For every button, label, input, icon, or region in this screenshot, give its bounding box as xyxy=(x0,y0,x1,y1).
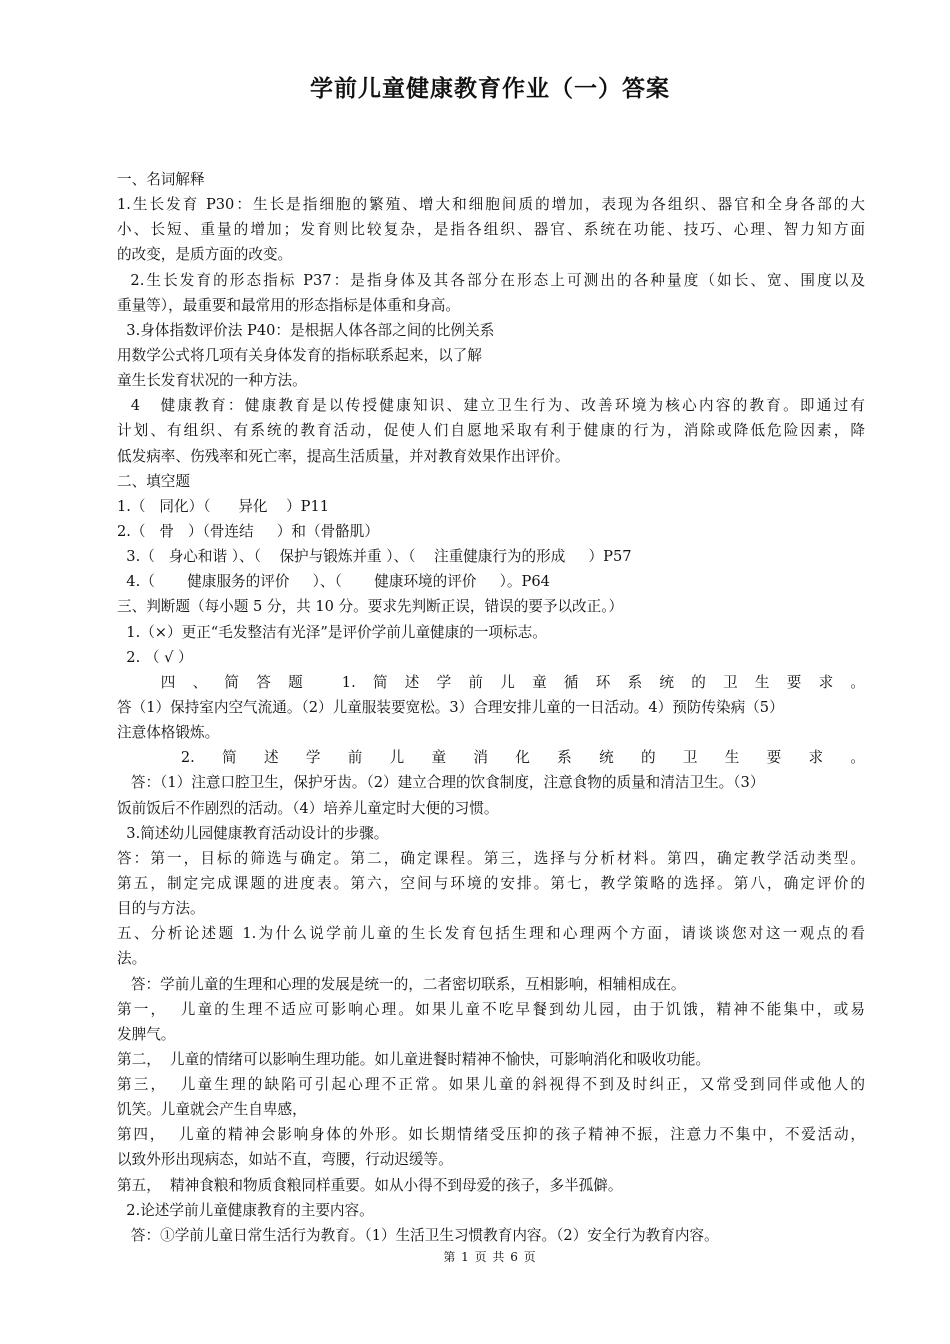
text-line: 的改变，是质方面的改变。 xyxy=(117,246,293,264)
text-line: 1.生长发育 P30：生长是指细胞的繁殖、增大和细胞间质的增加，表现为各组织、器官和全身各部的大 xyxy=(117,196,865,214)
text-line: 2.论述学前儿童健康教育的主要内容。 xyxy=(117,1201,374,1219)
text-line: 以致外形出现病态，如站不直，弯腰，行动迟缓等。 xyxy=(117,1151,453,1169)
text-line: 3.简述幼儿园健康教育活动设计的步骤。 xyxy=(117,824,389,842)
text-line: 第三， 儿童生理的缺陷可引起心理不正常。如果儿童的斜视得不到及时纠正，又常受到同伴或他人的 xyxy=(117,1076,865,1094)
text-line: 小、长短、重量的增加；发育则比较复杂，是指各组织、器官、系统在功能、技巧、心理、智力知方面 xyxy=(117,221,865,239)
text-line: 一、名词解释 xyxy=(117,171,205,188)
text-line: 第五，制定完成课题的进度表。第六，空间与环境的安排。第七，教学策略的选择。第八，确定评价的 xyxy=(117,874,865,892)
text-line: 四、简答题 1.简述学前儿童循环系统的卫生要求。 xyxy=(117,673,865,691)
text-line: 答（1）保持室内空气流通。（2）儿童服装要宽松。3）合理安排儿童的一日活动。4）预防传染病（5） xyxy=(117,698,784,716)
text-line: 五、分析论述题 1.为什么说学前儿童的生长发育包括生理和心理两个方面，请谈谈您对这一观点的看 xyxy=(117,925,865,943)
text-line: 低发病率、伤残率和死亡率，提高生活质量，并对教育效果作出评价。 xyxy=(117,447,570,465)
text-line: 3.身体指数评价法 P40：是根据人体各部之间的比例关系 xyxy=(117,321,495,339)
text-line: 答：（1）注意口腔卫生，保护牙齿。（2）建立合理的饮食制度，注意食物的质量和清洁卫生。（3） xyxy=(117,774,765,792)
document-body xyxy=(117,167,865,1248)
text-line: 目的与方法。 xyxy=(117,900,205,918)
text-line: 饭前饭后不作剧烈的活动。（4）培养儿童定时大便的习惯。 xyxy=(117,799,499,817)
text-line: 答：①学前儿童日常生活行为教育。（1）生活卫生习惯教育内容。（2）安全行为教育内容。 xyxy=(117,1226,719,1244)
text-line: 2. （ √ ） xyxy=(117,648,193,666)
text-line: 答：学前儿童的生理和心理的发展是统一的，二者密切联系，互相影响，相辅相成在。 xyxy=(117,975,686,993)
text-line: 2.简述学前儿童消化系统的卫生要求。 xyxy=(117,749,865,767)
text-line: 童生长发育状况的一种方法。 xyxy=(117,372,307,390)
text-line: 2.（ 骨 ）（骨连结 ）和（骨骼肌） xyxy=(117,522,379,540)
text-line: 饥笑。儿童就会产生自卑感， xyxy=(117,1101,307,1119)
document-title: 学前儿童健康教育作业（一）答案 xyxy=(310,76,670,102)
text-line: 第一， 儿童的生理不适应可影响心理。如果儿童不吃早餐到幼儿园，由于饥饿，精神不能集中，或易 xyxy=(117,1000,865,1018)
text-line: 答：第一，目标的筛选与确定。第二，确定课程。第三，选择与分析材料。第四，确定教学活动类型。 xyxy=(117,849,865,867)
text-line: 计划、有组织、有系统的教育活动，促使人们自愿地采取有利于健康的行为，消除或降低危险因素，降 xyxy=(117,422,865,440)
text-line: 法。 xyxy=(117,950,147,968)
text-line: 三、判断题（每小题 5 分，共 10 分。要求先判断正误，错误的要予以改正。） xyxy=(117,598,624,616)
text-line: 用数学公式将几项有关身体发育的指标联系起来，以了解 xyxy=(117,346,482,364)
text-line: 3.（ 身心和谐 ）、（ 保护与锻炼并重 ）、（ 注重健康行为的形成 ）P57 xyxy=(117,548,632,566)
text-line: 2.生长发育的形态指标 P37：是指身体及其各部分在形态上可测出的各种量度（如长、宽、围度以及 xyxy=(117,271,865,289)
text-line: 重量等），最重要和最常用的形态指标是体重和身高。 xyxy=(117,296,460,314)
text-line: 注意体格锻炼。 xyxy=(117,724,220,742)
text-line: 1.（×）更正“毛发整洁有光泽”是评价学前儿童健康的一项标志。 xyxy=(117,623,547,641)
text-line: 1.（ 同化）（ 异化 ）P11 xyxy=(117,497,330,515)
text-line: 二、填空题 xyxy=(117,472,190,490)
text-line: 4.（ 健康服务的评价 ）、（ 健康环境的评价 ）。P64 xyxy=(117,573,550,591)
text-line: 第二， 儿童的情绪可以影响生理功能。如儿童进餐时精神不愉快，可影响消化和吸收功能。 xyxy=(117,1050,711,1068)
text-line: 第五， 精神食粮和物质食粮同样重要。如从小得不到母爱的孩子，多半孤僻。 xyxy=(117,1176,623,1194)
text-line: 发脾气。 xyxy=(117,1025,176,1043)
text-line: 第四， 儿童的精神会影响身体的外形。如长期情绪受压抑的孩子精神不振，注意力不集中，不爱活动， xyxy=(117,1126,865,1144)
page-footer: 第 1 页 共 6 页 xyxy=(443,1250,537,1264)
text-line: 4 健康教育：健康教育是以传授健康知识、建立卫生行为、改善环境为核心内容的教育。即通过有 xyxy=(117,397,865,415)
